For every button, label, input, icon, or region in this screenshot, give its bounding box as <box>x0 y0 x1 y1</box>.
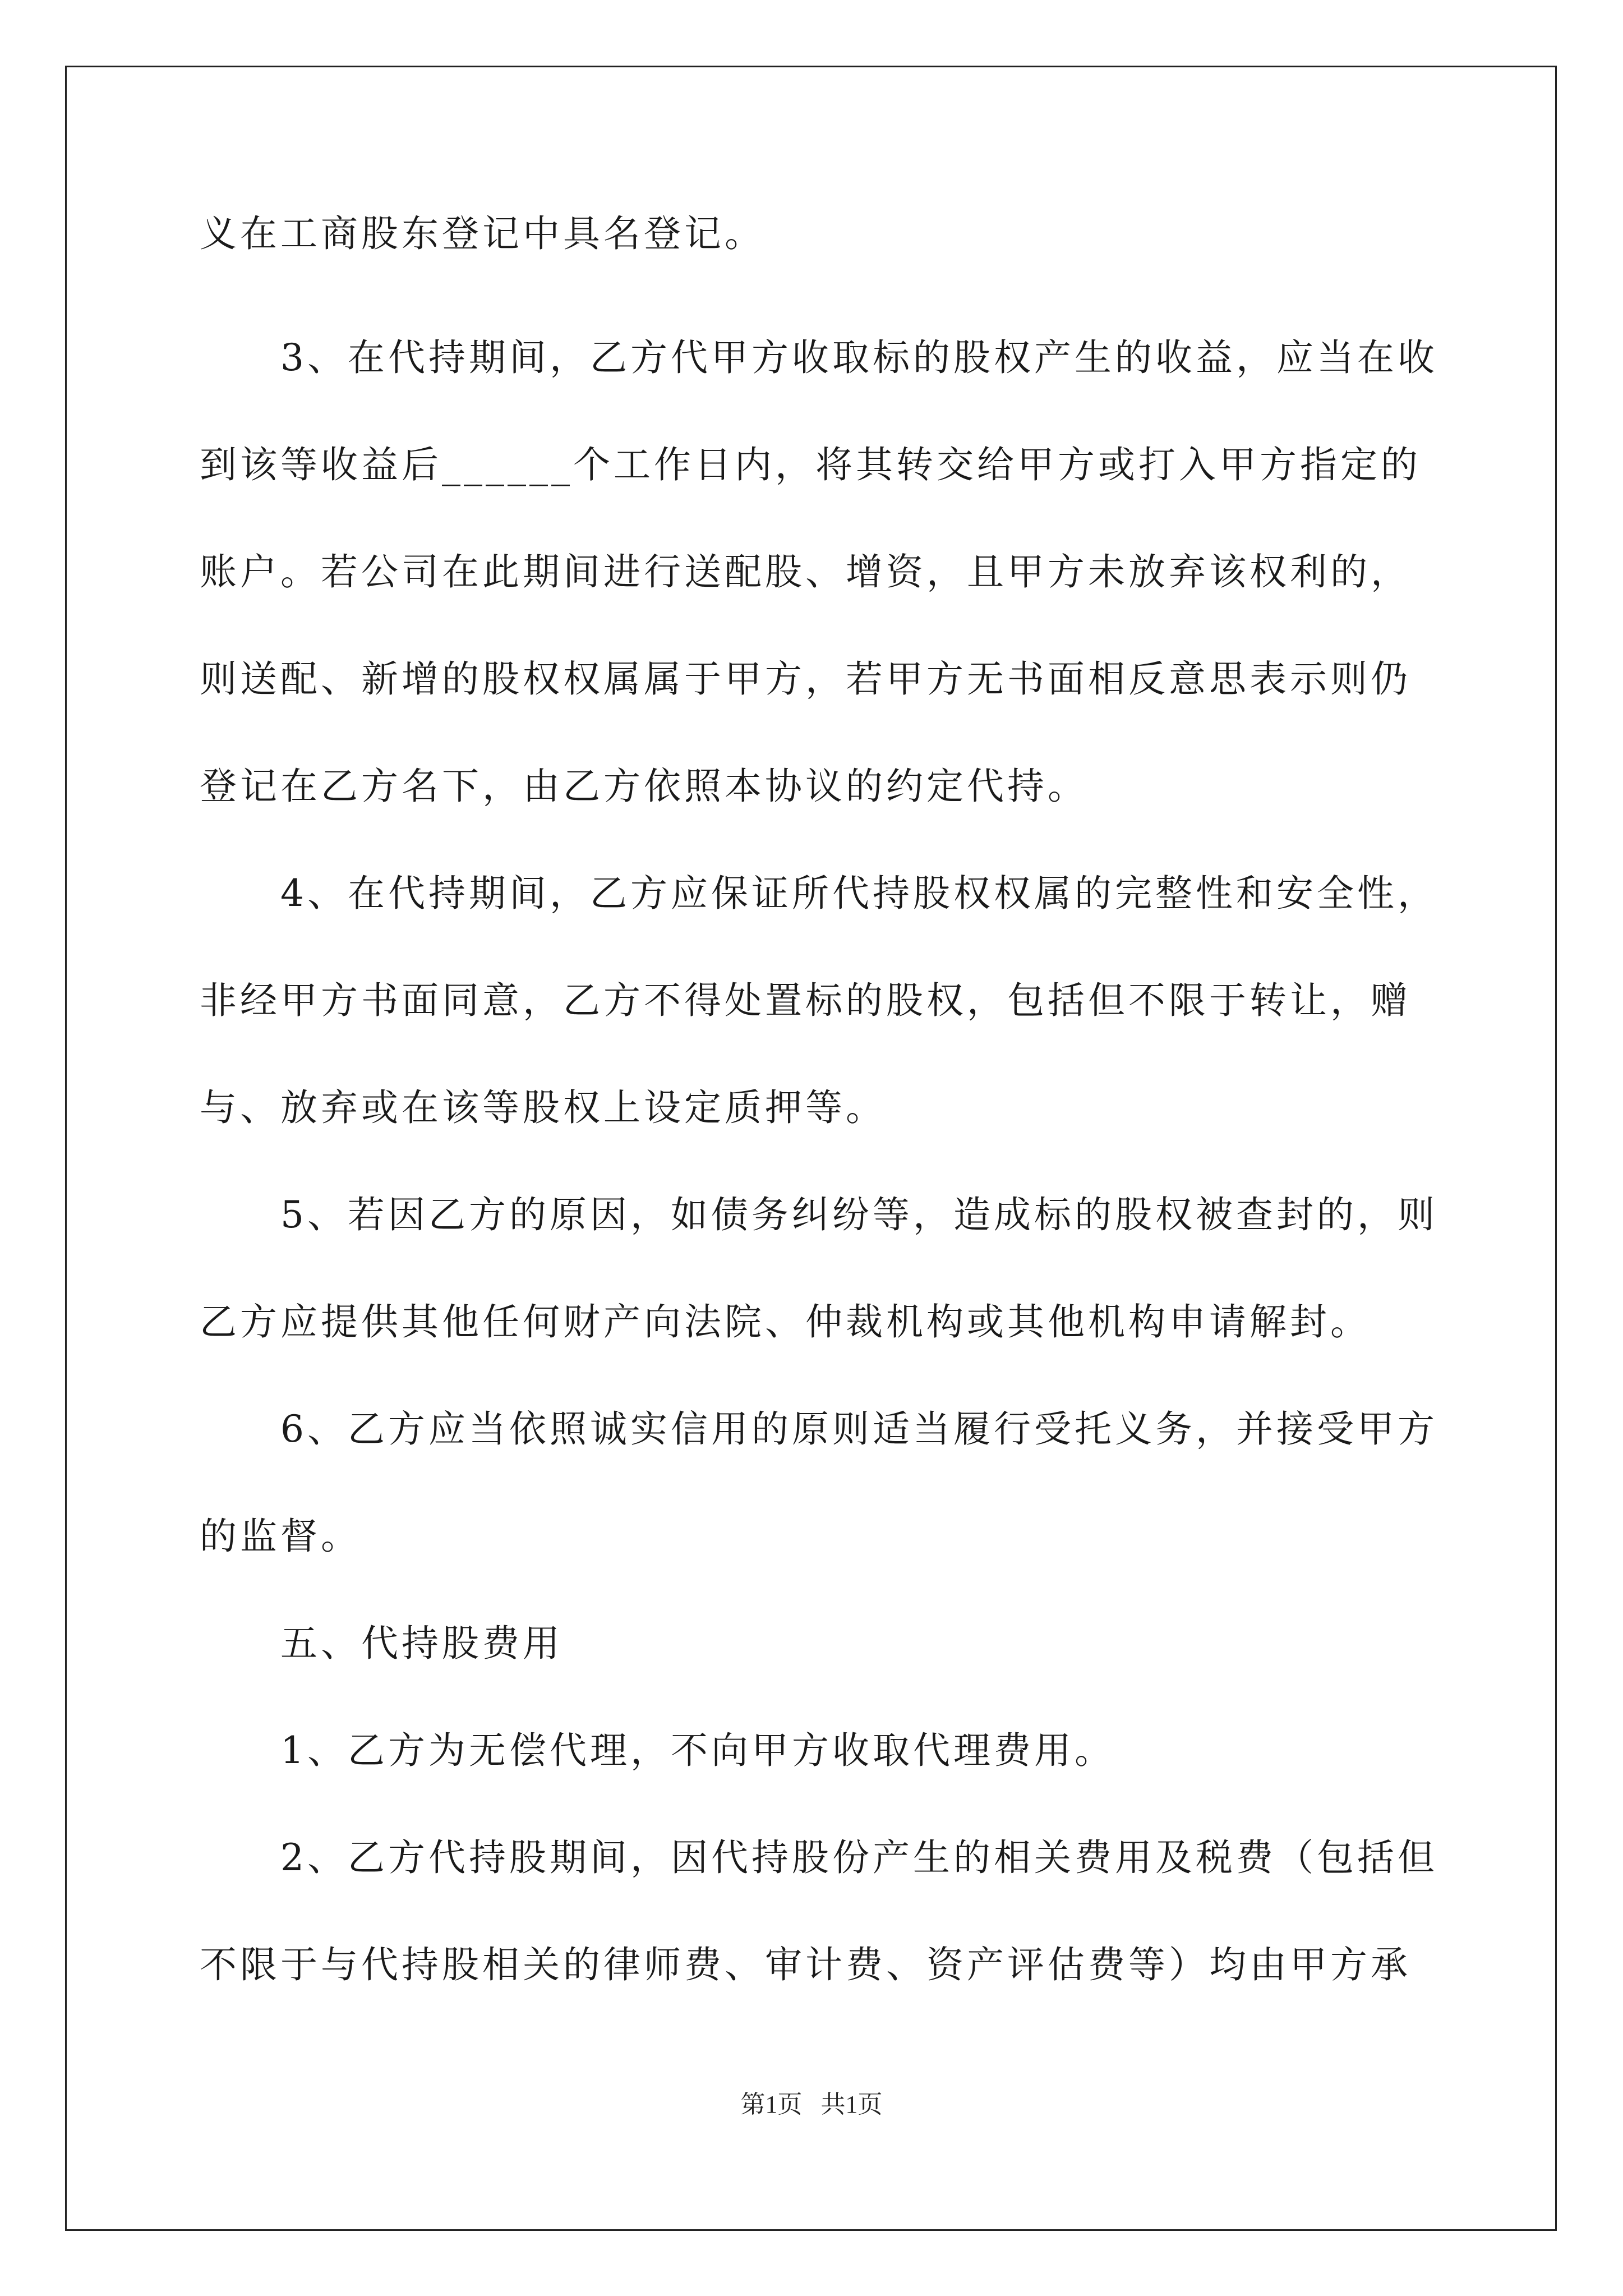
body-line: 义在工商股东登记中具名登记。 <box>200 212 765 255</box>
body-line: 6、乙方应当依照诚实信用的原则适当履行受托义务，并接受甲方 <box>280 1407 1438 1451</box>
body-line: 4、在代持期间，乙方应保证所代持股权权属的完整性和安全性， <box>280 872 1438 915</box>
body-line: 不限于与代持股相关的律师费、审计费、资产评估费等）均由甲方承 <box>200 1943 1411 1986</box>
section-heading: 五、代持股费用 <box>280 1622 563 1665</box>
body-line: 5、若因乙方的原因，如债务纠纷等，造成标的股权被查封的，则 <box>280 1193 1438 1236</box>
body-line: 登记在乙方名下，由乙方依照本协议的约定代持。 <box>200 765 1088 808</box>
body-line: 则送配、新增的股权权属属于甲方，若甲方无书面相反意思表示则仍 <box>200 657 1411 701</box>
body-line: 3、在代持期间，乙方代甲方收取标的股权产生的收益，应当在收 <box>280 336 1438 379</box>
body-line: 的监督。 <box>200 1515 361 1558</box>
page-footer: 第1页 共1页 <box>740 2091 883 2118</box>
body-line: 账户。若公司在此期间进行送配股、增资，且甲方未放弃该权利的， <box>200 550 1411 593</box>
body-line: 非经甲方书面同意，乙方不得处置标的股权，包括但不限于转让，赠 <box>200 979 1411 1022</box>
page-border <box>65 66 1557 2231</box>
body-line: 1、乙方为无偿代理，不向甲方收取代理费用。 <box>280 1729 1115 1772</box>
body-line: 到该等收益后______个工作日内，将其转交给甲方或打入甲方指定的 <box>200 443 1421 486</box>
body-line: 2、乙方代持股期间，因代持股份产生的相关费用及税费（包括但 <box>280 1836 1438 1879</box>
body-line: 与、放弃或在该等股权上设定质押等。 <box>200 1086 886 1129</box>
body-line: 乙方应提供其他任何财产向法院、仲裁机构或其他机构申请解封。 <box>200 1300 1371 1343</box>
